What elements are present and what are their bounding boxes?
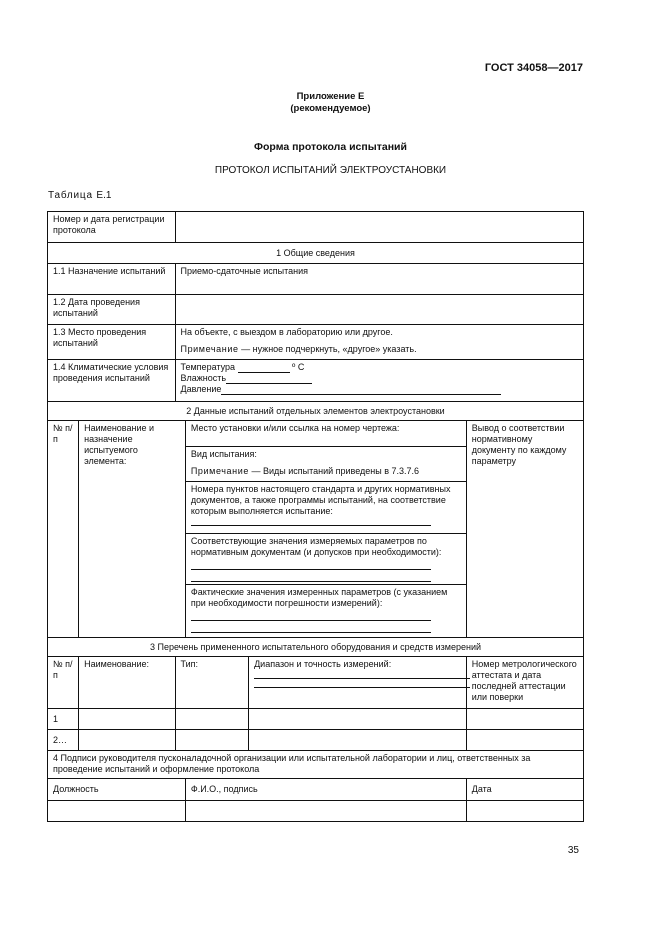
purpose-label: 1.1 Назначение испытаний xyxy=(48,264,176,295)
humidity-label: Влажность xyxy=(180,373,227,383)
s2-conclusion-header: Вывод о соответствии нормативному документу по каждому параметру xyxy=(466,421,583,638)
note-text: — Виды испытаний приведены в 7.3.7.6 xyxy=(251,466,420,476)
place-label: 1.3 Место проведения испытаний xyxy=(48,325,176,360)
s3-row-number: 2… xyxy=(48,730,79,751)
table-row xyxy=(48,402,584,421)
note-word: Примечание xyxy=(190,466,249,476)
registration-label: Номер и дата регистрации протокола xyxy=(48,212,176,243)
s4-position-header: Должность xyxy=(48,779,186,801)
humidity-line xyxy=(181,373,579,384)
table-caption-number: Е.1 xyxy=(96,190,112,201)
appendix-status: (рекомендуемое) xyxy=(290,103,371,114)
form-title: Форма протокола испытаний xyxy=(254,141,407,153)
climate-label: 1.4 Климатические условия проведения испытаний xyxy=(48,360,176,402)
table-row xyxy=(48,264,584,295)
fill-line xyxy=(191,569,431,570)
table-row xyxy=(48,295,584,325)
table-row xyxy=(48,212,584,243)
table-row xyxy=(48,638,584,657)
table-cell xyxy=(79,730,175,751)
table-row xyxy=(48,801,584,822)
temperature-label: Температура xyxy=(180,362,236,372)
temperature-line xyxy=(181,362,579,373)
table-row xyxy=(48,360,584,402)
fill-line xyxy=(191,620,431,621)
note-word: Примечание xyxy=(180,344,239,354)
table-cell xyxy=(79,709,175,730)
table-cell xyxy=(466,730,583,751)
s2-number-header: № п/п xyxy=(48,421,79,638)
table-cell xyxy=(48,801,186,822)
note-text: — нужное подчеркнуть, «другое» указать. xyxy=(241,344,417,354)
section-1-header: 1 Общие сведения xyxy=(48,243,584,264)
table-caption xyxy=(48,190,111,201)
table-cell xyxy=(466,709,583,730)
pressure-label: Давление xyxy=(180,384,222,394)
table-row xyxy=(48,421,584,447)
section-3-header: 3 Перечень примененного испытательного оборудования и средств измерений xyxy=(48,638,584,657)
pressure-line xyxy=(181,384,579,395)
appendix-heading xyxy=(0,91,661,115)
fill-line xyxy=(191,632,431,633)
table-row xyxy=(48,730,584,751)
fill-line xyxy=(254,678,470,679)
temperature-unit: º С xyxy=(292,362,305,372)
s2-place-cell: Место установки и/или ссылка на номер чертежа: xyxy=(185,421,466,447)
s4-name-header: Ф.И.О., подпись xyxy=(185,779,466,801)
s2-element-header: Наименование и назначение испытуемого элемента: xyxy=(79,421,186,638)
protocol-title: ПРОТОКОЛ ИСПЫТАНИЙ ЭЛЕКТРОУСТАНОВКИ xyxy=(214,165,447,176)
place-note xyxy=(181,344,579,355)
table-caption-word: Таблица xyxy=(48,190,93,201)
standard-number: ГОСТ 34058—2017 xyxy=(484,62,583,74)
protocol-table xyxy=(47,211,584,822)
fill-line xyxy=(191,581,431,582)
purpose-value: Приемо-сдаточные испытания xyxy=(175,264,584,295)
s3-range-header xyxy=(249,657,467,709)
climate-value xyxy=(175,360,584,402)
s2-norm: Соответствующие значения измеряемых параметров по нормативным документам (и допусков при необходимости): xyxy=(190,536,442,557)
s2-actual: Фактические значения измеренных параметров (с указанием при необходимости погрешности измерений): xyxy=(190,587,448,608)
table-row xyxy=(48,325,584,360)
s3-type-header: Тип: xyxy=(175,657,249,709)
table-cell xyxy=(466,801,583,822)
table-row xyxy=(48,657,584,709)
s3-row-number: 1 xyxy=(48,709,79,730)
appendix-title: Приложение Е xyxy=(296,91,365,102)
s2-actual-cell xyxy=(185,585,466,638)
registration-value xyxy=(175,212,584,243)
section-2-header: 2 Данные испытаний отдельных элементов электроустановки xyxy=(48,402,584,421)
table-cell xyxy=(175,709,249,730)
section-4-header: 4 Подписи руководителя пусконаладочной организации или испытательной лаборатории и лиц, ответственных за проведение испытаний и оформление протокола xyxy=(48,751,584,779)
s3-cert-header: Номер метрологического аттестата и дата последней аттестации или поверки xyxy=(466,657,583,709)
s2-test-type-note xyxy=(191,466,461,477)
table-row xyxy=(48,751,584,779)
s3-number-header: № п/п xyxy=(48,657,79,709)
fill-line xyxy=(254,687,470,688)
date-label: 1.2 Дата проведения испытаний xyxy=(48,295,176,325)
fill-line xyxy=(191,525,431,526)
date-value xyxy=(175,295,584,325)
table-row xyxy=(48,709,584,730)
table-row xyxy=(48,243,584,264)
table-cell xyxy=(249,709,467,730)
s2-test-type-cell xyxy=(185,447,466,482)
s3-name-header: Наименование: xyxy=(79,657,175,709)
s3-range-label: Диапазон и точность измерений: xyxy=(254,659,392,669)
s2-norm-cell xyxy=(185,534,466,585)
s2-test-type: Вид испытания: xyxy=(190,449,257,459)
table-cell xyxy=(185,801,466,822)
table-cell xyxy=(175,730,249,751)
s2-points-cell xyxy=(185,482,466,534)
place-value xyxy=(175,325,584,360)
table-cell xyxy=(249,730,467,751)
s2-points: Номера пунктов настоящего стандарта и других нормативных документов, а также программы испытаний, на соответствие которым выполняется испытание: xyxy=(190,484,451,516)
place-text: На объекте, с выездом в лабораторию или другое. xyxy=(180,327,393,337)
page-number: 35 xyxy=(567,845,579,856)
table-row xyxy=(48,779,584,801)
s4-date-header: Дата xyxy=(466,779,583,801)
